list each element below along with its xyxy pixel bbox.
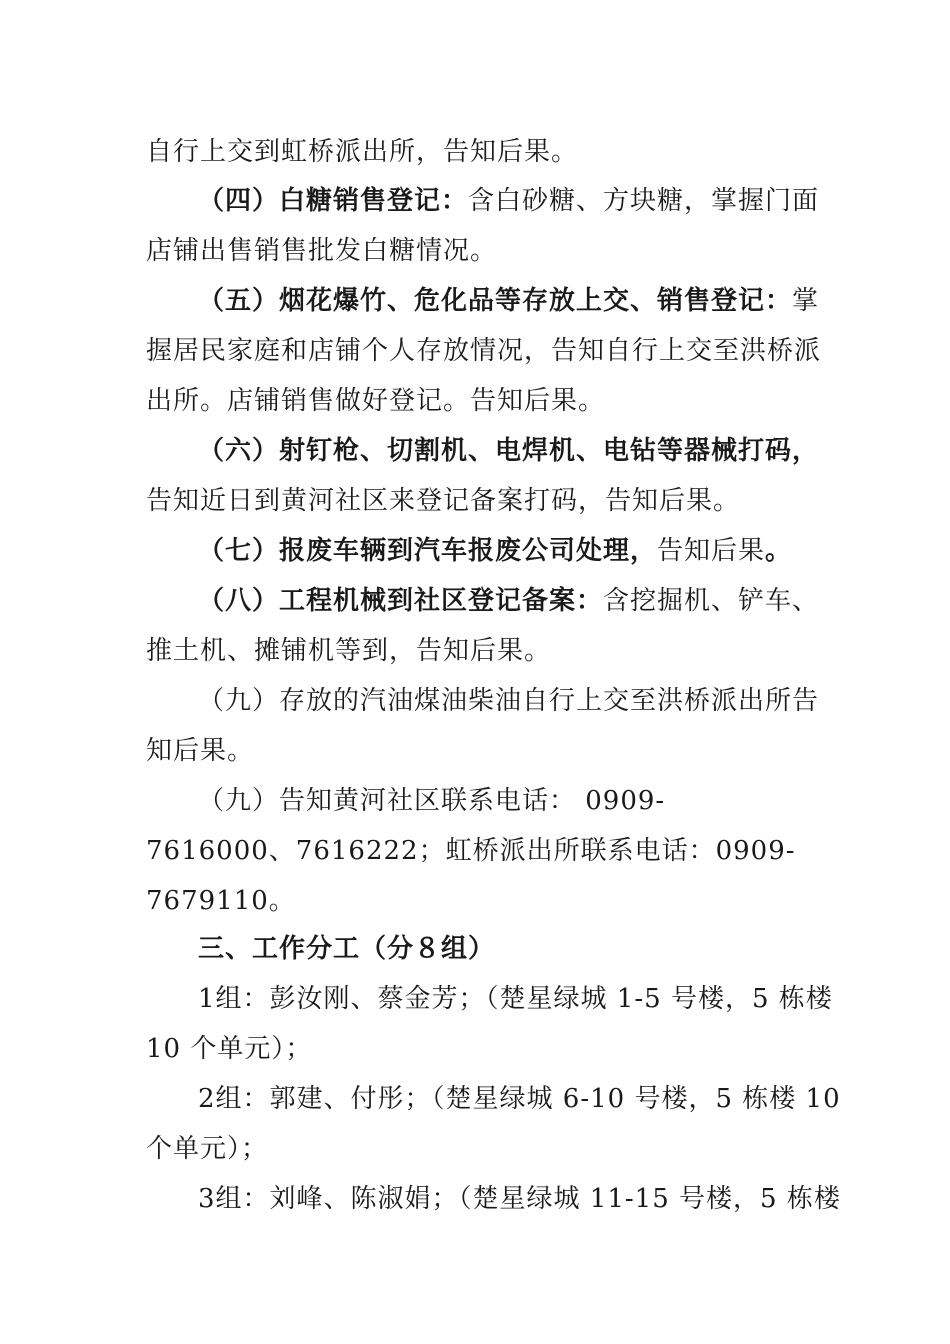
text-line-19 [146, 1032, 312, 1066]
text-line-8 [146, 484, 740, 518]
text-line-5 [146, 334, 821, 368]
text-line-16 [146, 884, 296, 918]
text-line-15 [146, 834, 796, 868]
line-punct: 。 [765, 536, 793, 566]
line-text: 掌 [792, 286, 820, 316]
line-text: 握居民家庭和店铺个人存放情况，告知自行上交至洪桥派 [146, 336, 822, 366]
line-text: 7679110。 [146, 886, 296, 916]
line-text: 7616000、7616222；虹桥派出所联系电话：0909- [146, 836, 796, 866]
text-line-2 [198, 184, 819, 218]
line-text: 推土机、摊铺机等到，告知后果。 [146, 636, 552, 666]
text-line-20 [198, 1082, 841, 1116]
section-heading-tools: （六）射钉枪、切割机、电焊机、电钻等器械打码， [198, 436, 820, 466]
text-line-18 [198, 982, 833, 1016]
line-text: 出所。店铺销售做好登记。告知后果。 [146, 386, 606, 416]
text-line-11 [146, 634, 551, 668]
line-text: 自行上交到虹桥派出所，告知后果。 [146, 137, 579, 167]
line-text: 10 个单元）； [146, 1034, 313, 1064]
line-text: （九）存放的汽油煤油柴油自行上交至洪桥派出所告 [198, 686, 820, 716]
text-line-6 [146, 384, 605, 418]
section-heading-vehicles: （七）报废车辆到汽车报废公司处理， [198, 536, 658, 566]
line-text: 1组：彭汝刚、蔡金芳；（楚星绿城 1-5 号楼，5 栋楼 [198, 984, 833, 1014]
section-heading-fireworks: （五）烟花爆竹、危化品等存放上交、销售登记： [198, 286, 793, 316]
text-line-21 [146, 1132, 268, 1166]
text-line-14 [198, 784, 665, 818]
text-line-3 [146, 234, 497, 268]
text-line-7 [198, 434, 819, 468]
line-text: （九）告知黄河社区联系电话： 0909- [198, 786, 666, 816]
line-text: 店铺出售销售批发白糖情况。 [146, 236, 498, 266]
text-line-12 [198, 684, 819, 718]
section-heading-machinery: （八）工程机械到社区登记备案： [198, 586, 604, 616]
line-text: 个单元）； [146, 1134, 269, 1164]
section-heading-sugar: （四）白糖销售登记： [198, 186, 469, 216]
section-heading-division: 三、工作分工（分８组） [198, 934, 496, 964]
text-line-1 [146, 135, 578, 169]
text-line-10 [198, 584, 819, 618]
line-text: 3组：刘峰、陈淑娟；（楚星绿城 11-15 号楼，5 栋楼 [198, 1184, 841, 1214]
text-line-4 [198, 284, 819, 318]
line-text: 含白砂糖、方块糖，掌握门面 [468, 186, 820, 216]
text-line-13 [146, 734, 254, 768]
line-text: 告知后果 [657, 536, 766, 566]
line-text: 知后果。 [146, 736, 255, 766]
text-line-9 [198, 534, 792, 568]
text-line-17 [198, 932, 495, 966]
line-text: 告知近日到黄河社区来登记备案打码，告知后果。 [146, 486, 741, 516]
text-line-22 [198, 1182, 841, 1216]
line-text: 2组：郭建、付彤；（楚星绿城 6-10 号楼，5 栋楼 10 [198, 1084, 841, 1114]
line-text: 含挖掘机、铲车、 [603, 586, 820, 616]
